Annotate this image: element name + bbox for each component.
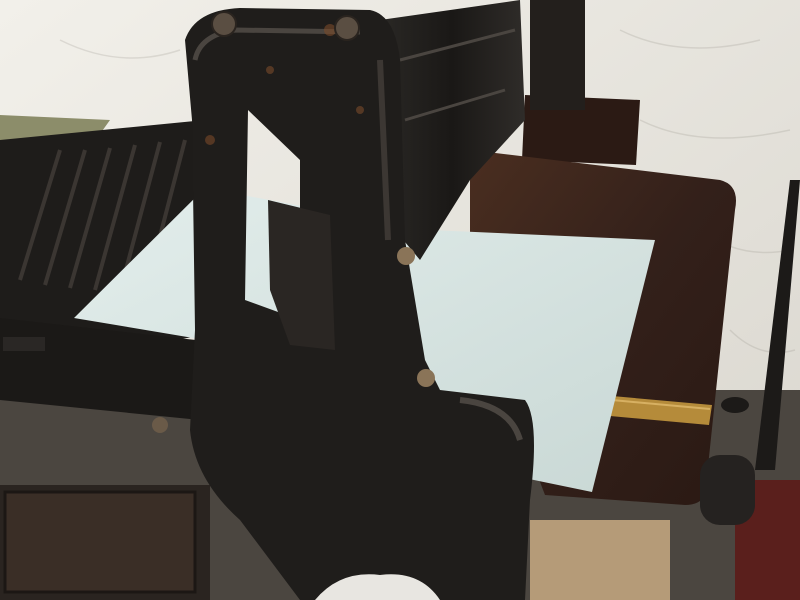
cardboard-box	[530, 520, 670, 600]
beam-bolt	[152, 417, 168, 433]
iron-stamp-text	[3, 337, 45, 351]
bolt-mid	[397, 247, 415, 265]
handwheel-hub	[700, 455, 755, 525]
bolt-top-left	[212, 12, 236, 36]
bolt-top-right	[335, 16, 359, 40]
rear-upright	[530, 0, 585, 110]
knob-handle	[721, 397, 749, 413]
bolt-lower	[417, 369, 435, 387]
